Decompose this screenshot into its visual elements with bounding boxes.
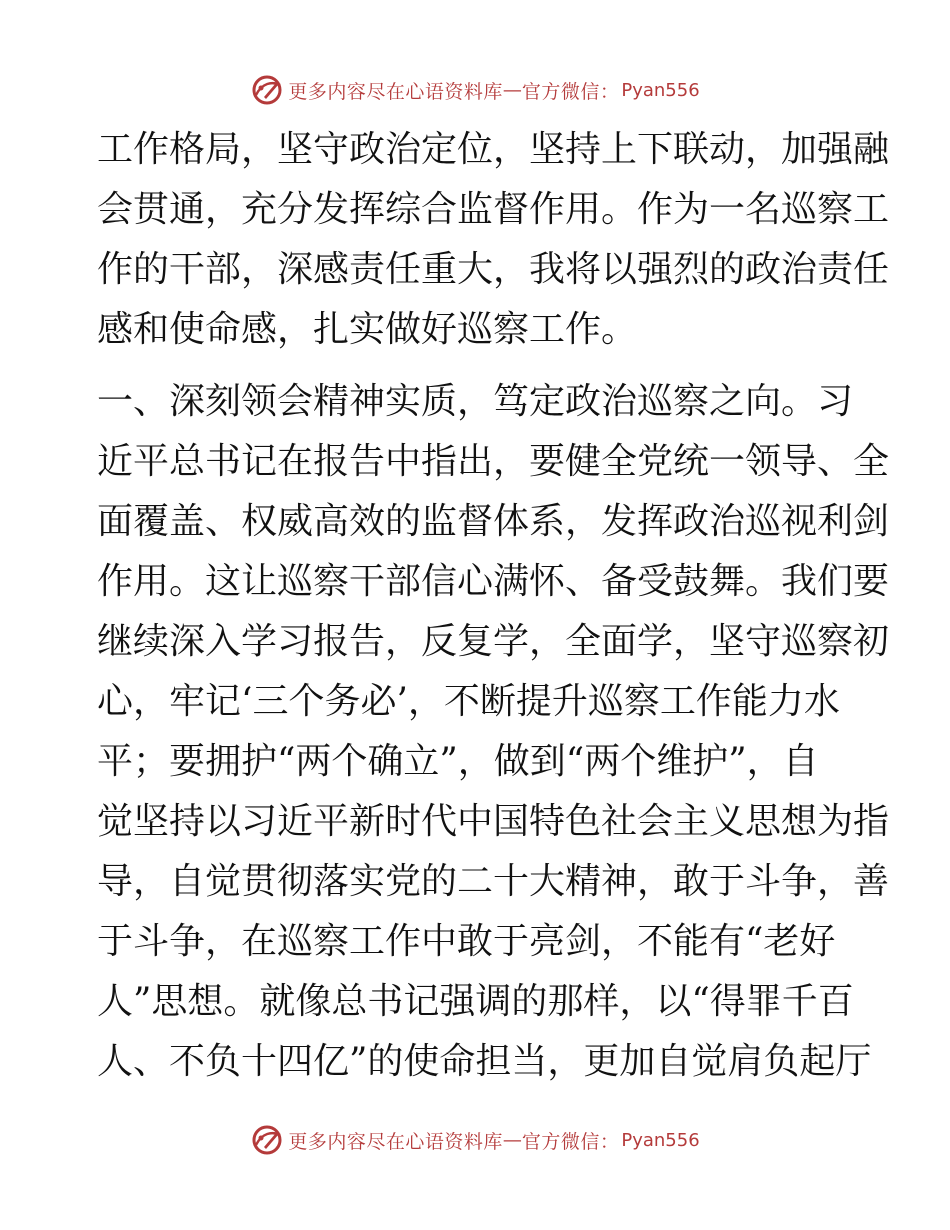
text-line: 平；要拥护“两个确立”，做到“两个维护”，自 xyxy=(97,741,819,782)
footer-separator: — xyxy=(502,1129,522,1151)
text-line: 作的干部，深感责任重大，我将以强烈的政治责任 xyxy=(97,249,890,290)
brand-logo-icon xyxy=(250,1123,284,1157)
paragraph-gap xyxy=(97,360,857,372)
text-line: 继续深入学习报告，反复学，全面学，坚守巡察初 xyxy=(97,621,890,662)
text-line: 工作格局，坚守政治定位，坚持上下联动，加强融 xyxy=(97,129,890,170)
header-site-text: 更多内容尽在心语资料库 xyxy=(288,80,503,103)
text-line: 作用。这让巡察干部信心满怀、备受鼓舞。我们要 xyxy=(97,561,890,602)
paragraph-2 xyxy=(97,372,890,1092)
text-line: 于斗争，在巡察工作中敢于亮剑，不能有“老好 xyxy=(97,921,836,962)
document-body xyxy=(97,120,890,1092)
text-line: 人”思想。就像总书记强调的那样，以“得罪千百 xyxy=(97,981,854,1022)
footer-watermark xyxy=(0,1120,950,1160)
text-line: 近平总书记在报告中指出，要健全党统一领导、全 xyxy=(97,441,890,482)
header-watermark xyxy=(0,70,950,110)
text-line: 感和使命感，扎实做好巡察工作。 xyxy=(97,309,638,350)
text-line: 人、不负十四亿”的使命担当，更加自觉肩负起厅 xyxy=(97,1041,872,1082)
header-wechat-label: 官方微信： xyxy=(521,80,620,103)
header-separator: — xyxy=(502,79,522,101)
text-line: 心，牢记‘三个务必’，不断提升巡察工作能力水 xyxy=(97,681,840,722)
footer-wechat-label: 官方微信： xyxy=(521,1130,620,1153)
footer-site-text: 更多内容尽在心语资料库 xyxy=(288,1130,503,1153)
paragraph-1 xyxy=(97,120,890,360)
header-wechat-id: Pyan556 xyxy=(621,79,700,101)
text-line: 导，自觉贯彻落实党的二十大精神，敢于斗争，善 xyxy=(97,861,890,902)
text-line: 面覆盖、权威高效的监督体系，发挥政治巡视利剑 xyxy=(97,501,890,542)
text-line: 一、深刻领会精神实质，笃定政治巡察之向。习 xyxy=(97,381,854,422)
footer-wechat-id: Pyan556 xyxy=(621,1129,700,1151)
text-line: 觉坚持以习近平新时代中国特色社会主义思想为指 xyxy=(97,801,890,842)
text-line: 会贯通，充分发挥综合监督作用。作为一名巡察工 xyxy=(97,189,890,230)
brand-logo-icon xyxy=(250,73,284,107)
